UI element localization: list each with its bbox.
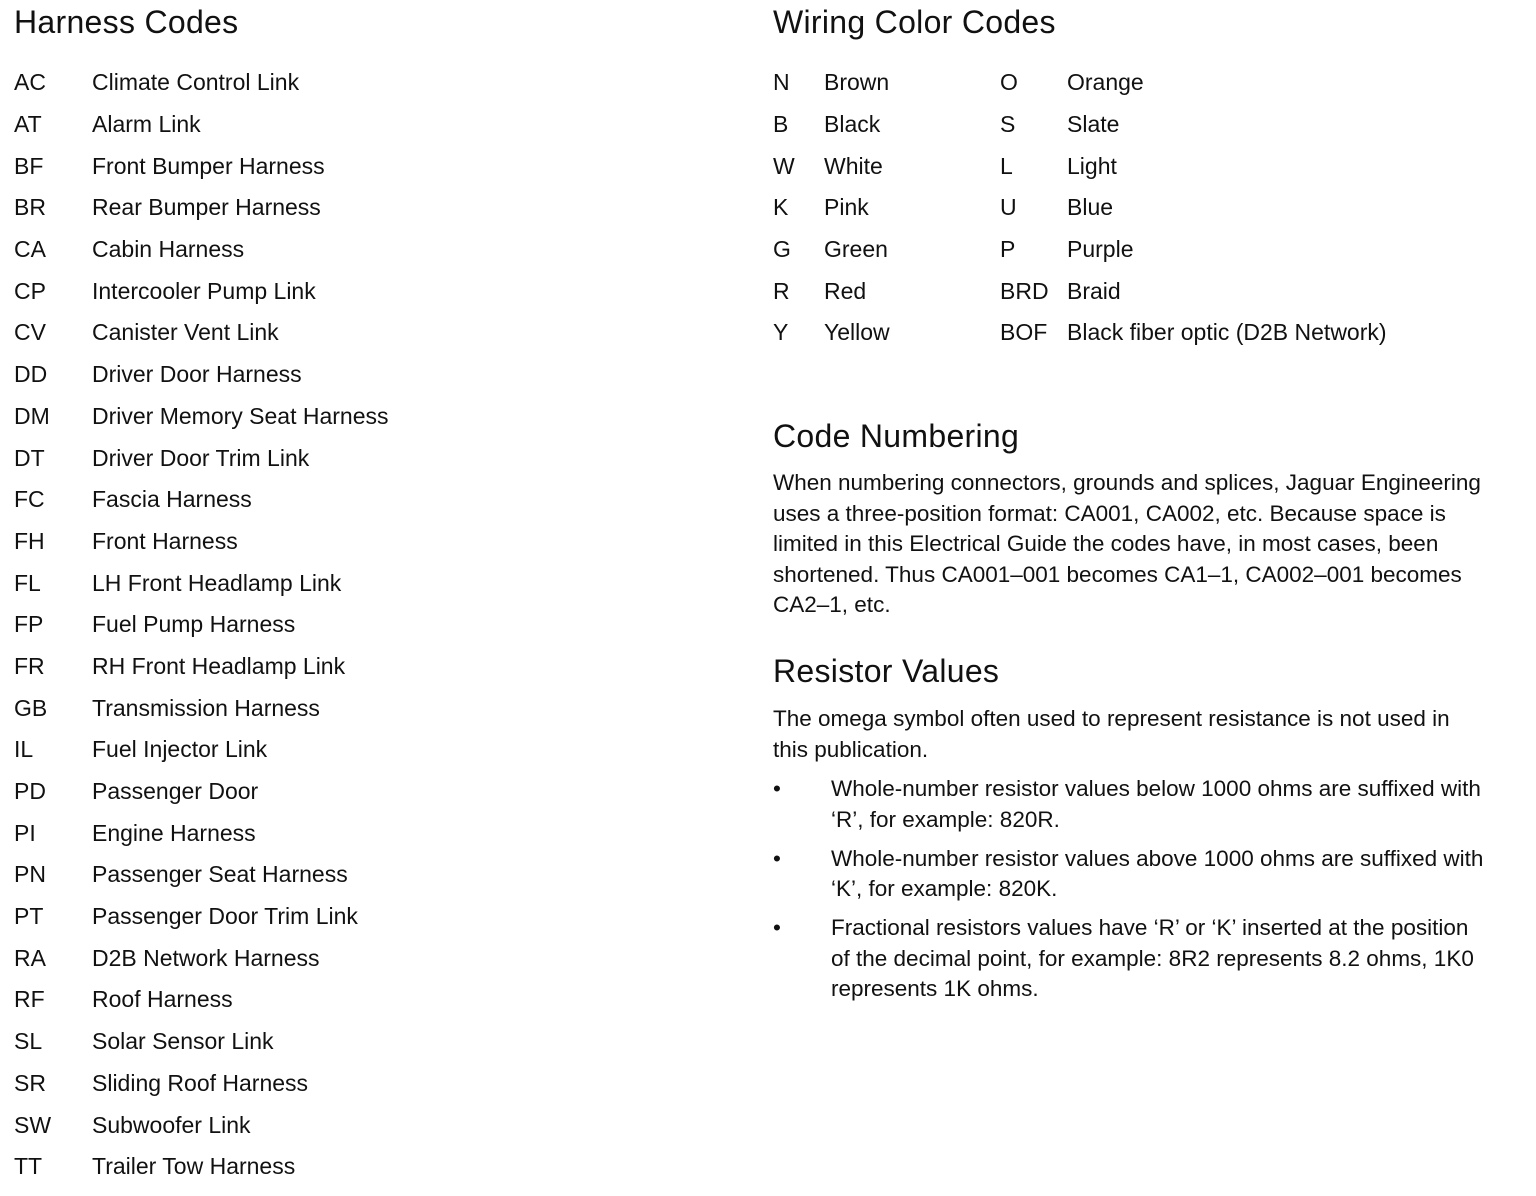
harness-code-row <box>14 521 389 563</box>
harness-code: CA <box>14 236 46 263</box>
harness-code-row <box>14 187 389 229</box>
harness-code: SL <box>14 1028 43 1055</box>
harness-codes-heading: Harness Codes <box>14 4 239 40</box>
color-code: U <box>1000 194 1017 221</box>
harness-code-row <box>14 1146 389 1188</box>
harness-code: FP <box>14 611 44 638</box>
harness-code-row <box>14 896 389 938</box>
color-name: Light <box>1067 152 1117 179</box>
resistor-values-paragraph: The omega symbol often used to represent resistance is not used in this publication. <box>773 706 1450 762</box>
harness-code-row <box>14 1021 389 1063</box>
color-code: K <box>773 194 789 221</box>
harness-name: Engine Harness <box>92 819 256 846</box>
color-name: Pink <box>824 194 869 221</box>
harness-code: RF <box>14 986 45 1013</box>
harness-name: Alarm Link <box>92 111 201 138</box>
harness-code-row <box>14 687 389 729</box>
harness-code: GB <box>14 694 48 721</box>
color-name: Yellow <box>824 319 890 346</box>
harness-code-row <box>14 270 389 312</box>
harness-name: Fascia Harness <box>92 486 252 513</box>
color-name: Slate <box>1067 111 1120 138</box>
harness-code-row <box>14 562 389 604</box>
harness-code-row <box>14 396 389 438</box>
bullet-icon: • <box>773 915 781 940</box>
color-name: White <box>824 152 883 179</box>
harness-name: Subwoofer Link <box>92 1111 251 1138</box>
color-name: Brown <box>824 69 890 96</box>
harness-code: CP <box>14 277 46 304</box>
harness-code-row <box>14 604 389 646</box>
bullet-text: Whole-number resistor values below 1000 ohms are suffixed with ‘R’, for example: 820R. <box>831 776 1481 832</box>
resistor-bullet-item <box>773 774 1513 835</box>
harness-code: DD <box>14 361 48 388</box>
harness-code: BF <box>14 152 44 179</box>
harness-code-row <box>14 771 389 813</box>
harness-code: AT <box>14 111 42 138</box>
color-name: Purple <box>1067 236 1134 263</box>
harness-code: DT <box>14 444 45 471</box>
harness-code-row <box>14 979 389 1021</box>
resistor-bullet-item <box>773 913 1513 1005</box>
wiring-color-row <box>773 62 1387 104</box>
wiring-color-row <box>773 312 1387 354</box>
color-code: G <box>773 236 791 263</box>
color-code: Y <box>773 319 789 346</box>
wiring-color-codes-table <box>773 62 1387 354</box>
harness-code-row <box>14 646 389 688</box>
harness-name: Sliding Roof Harness <box>92 1069 309 1096</box>
harness-name: Fuel Injector Link <box>92 736 268 763</box>
resistor-bullet-item <box>773 844 1513 905</box>
harness-name: Front Harness <box>92 527 238 554</box>
harness-code: FH <box>14 527 45 554</box>
harness-name: D2B Network Harness <box>92 944 320 971</box>
harness-codes-list <box>14 62 389 1188</box>
harness-name: Cabin Harness <box>92 236 245 263</box>
color-code: B <box>773 111 789 138</box>
harness-name: Trailer Tow Harness <box>92 1153 296 1180</box>
color-name: Blue <box>1067 194 1114 221</box>
wiring-color-row <box>773 270 1387 312</box>
harness-name: Climate Control Link <box>92 69 300 96</box>
harness-code-row <box>14 312 389 354</box>
harness-code: IL <box>14 736 34 763</box>
harness-name: Driver Door Trim Link <box>92 444 310 471</box>
harness-code-row <box>14 145 389 187</box>
wiring-color-row <box>773 229 1387 271</box>
harness-code: PI <box>14 819 36 846</box>
harness-code-row <box>14 854 389 896</box>
color-name: Braid <box>1067 277 1121 304</box>
color-name: Black <box>824 111 881 138</box>
wiring-color-row <box>773 145 1387 187</box>
harness-code-row <box>14 1104 389 1146</box>
harness-name: Front Bumper Harness <box>92 152 325 179</box>
code-numbering-heading: Code Numbering <box>773 418 1020 454</box>
color-code: W <box>773 152 795 179</box>
harness-name: RH Front Headlamp Link <box>92 652 346 679</box>
harness-code: PT <box>14 903 44 930</box>
color-code: S <box>1000 111 1016 138</box>
harness-name: LH Front Headlamp Link <box>92 569 342 596</box>
color-code: L <box>1000 152 1013 179</box>
harness-name: Passenger Door Trim Link <box>92 903 358 930</box>
resistor-values-heading: Resistor Values <box>773 653 1000 689</box>
color-code: P <box>1000 236 1016 263</box>
wiring-color-row <box>773 104 1387 146</box>
harness-code-row <box>14 479 389 521</box>
bullet-icon: • <box>773 776 781 801</box>
harness-name: Intercooler Pump Link <box>92 277 316 304</box>
harness-code-row <box>14 812 389 854</box>
color-code: BOF <box>1000 319 1048 346</box>
harness-code-row <box>14 1063 389 1105</box>
harness-code-row <box>14 104 389 146</box>
color-code: O <box>1000 69 1018 96</box>
harness-code: AC <box>14 69 46 96</box>
harness-name: Rear Bumper Harness <box>92 194 321 221</box>
color-code: R <box>773 277 790 304</box>
harness-code: PD <box>14 778 46 805</box>
harness-code: SR <box>14 1069 46 1096</box>
color-name: Orange <box>1067 69 1144 96</box>
harness-code-row <box>14 729 389 771</box>
harness-code: PN <box>14 861 46 888</box>
resistor-values-bullets <box>773 774 1513 1013</box>
harness-name: Transmission Harness <box>92 694 320 721</box>
harness-code: RA <box>14 944 46 971</box>
harness-code: SW <box>14 1111 52 1138</box>
harness-name: Canister Vent Link <box>92 319 279 346</box>
bullet-icon: • <box>773 845 781 871</box>
color-code: BRD <box>1000 277 1049 304</box>
wiring-color-row <box>773 187 1387 229</box>
color-name: Green <box>824 236 888 263</box>
color-name: Black fiber optic (D2B Network) <box>1067 319 1387 346</box>
harness-code-row <box>14 229 389 271</box>
harness-code-row <box>14 354 389 396</box>
harness-code-row <box>14 937 389 979</box>
wiring-color-codes-heading: Wiring Color Codes <box>773 4 1056 40</box>
bullet-text: Whole-number resistor values above 1000 ohms are suffixed with ‘K’, for example: 820K. <box>831 845 1484 901</box>
harness-name: Solar Sensor Link <box>92 1028 274 1055</box>
harness-code: TT <box>14 1153 43 1180</box>
harness-code: CV <box>14 319 46 346</box>
harness-code: FR <box>14 652 45 679</box>
harness-code: FC <box>14 486 45 513</box>
harness-name: Fuel Pump Harness <box>92 611 296 638</box>
bullet-text: Fractional resistors values have ‘R’ or ‘K’ inserted at the position of the decimal point, for example: 8R2 represents 8.2 ohms, 1K0 represents 1K ohms. <box>831 915 1474 1001</box>
harness-name: Roof Harness <box>92 986 233 1013</box>
color-code: N <box>773 69 790 96</box>
harness-name: Passenger Door <box>92 778 259 805</box>
harness-name: Driver Memory Seat Harness <box>92 402 389 429</box>
harness-code-row <box>14 437 389 479</box>
harness-code-row <box>14 62 389 104</box>
harness-code: FL <box>14 569 41 596</box>
code-numbering-paragraph: When numbering connectors, grounds and splices, Jaguar Engineering uses a three-position format: CA001, CA002, etc. Because space is limited in this Electrical Guide the codes have, in most cases, been shortened. Thus CA001–001 becomes CA1–1, CA002–001 becomes CA2–1, etc. <box>773 470 1481 617</box>
color-name: Red <box>824 277 867 304</box>
harness-code: BR <box>14 194 46 221</box>
harness-name: Passenger Seat Harness <box>92 861 348 888</box>
harness-name: Driver Door Harness <box>92 361 302 388</box>
harness-code: DM <box>14 402 50 429</box>
